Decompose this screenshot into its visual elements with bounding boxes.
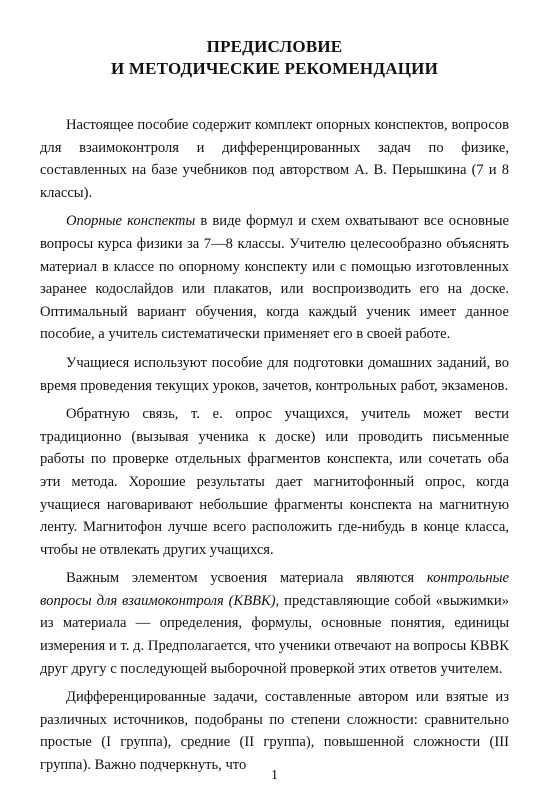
paragraph-reference-notes <box>40 210 509 346</box>
paragraph-control-questions-text: , представляющие собой «выжимки» из материала — определения, формулы, основные понятия, единицы измерения и т. д. Предполагается, что ученики отвечают на вопросы КВВК друг другу с последующей выборочной проверкой этих ответов учителем. <box>40 592 509 677</box>
paragraph-intro: Настоящее пособие содержит комплект опорных конспектов, вопросов для взаимоконтроля и дифференцированных задач по физике, составленных на базе учебников под авторством А. В. Перышкина (7 и 8 классы). <box>40 117 509 201</box>
paragraph-control-questions <box>40 567 509 680</box>
paragraph-control-questions-start: Важным элементом усвоения материала являются <box>66 570 427 587</box>
page-title <box>40 36 509 80</box>
title-line-2: И МЕТОДИЧЕСКИЕ РЕКОМЕНДАЦИИ <box>111 59 438 78</box>
emphasis-control-questions: контрольные вопросы для взаимоконтроля (КВВК) <box>40 570 509 609</box>
page-content <box>40 36 509 779</box>
paragraph-reference-notes-text: в виде формул и схем охватывают все основные вопросы курса физики за 7—8 классы. Учителю целесообразно объяснять материал в классе по опорному конспекту или с помощью изготовленных заранее кодослайдов или плакатов, или воспроизводить его на доске. Оптимальный вариант обучения, когда каждый ученик имеет данное пособие, а учитель систематически применяет его в своей работе. <box>40 213 509 343</box>
paragraph-differentiated-tasks: Дифференцированные задачи, составленные автором или взятые из различных источников, подобраны по степени сложности: сравнительно простые (I группа), средние (II группа), повышенной сложности (III группа). Важно подчеркнуть, что <box>40 689 509 774</box>
page-number: 1 <box>271 768 278 783</box>
paragraph-students-usage: Учащиеся используют пособие для подготовки домашних заданий, во время проведения текущих уроков, зачетов, контрольных работ, экзаменов. <box>40 354 509 394</box>
emphasis-reference-notes: Опорные конспекты <box>66 213 196 230</box>
title-line-1: ПРЕДИСЛОВИЕ <box>206 37 343 56</box>
paragraph-feedback: Обратную связь, т. е. опрос учащихся, учитель может вести традиционно (вызывая ученика к доске) или проводить письменные работы по проверке отдельных фрагментов конспекта, или сочетать оба эти метода. Хорошие результаты дает магнитофонный опрос, когда учащиеся наговаривают небольшие фрагменты конспекта на магнитную ленту. Магнитофон лучше всего расположить где-нибудь в конце класса, чтобы не отвлекать других учащихся. <box>40 406 509 558</box>
